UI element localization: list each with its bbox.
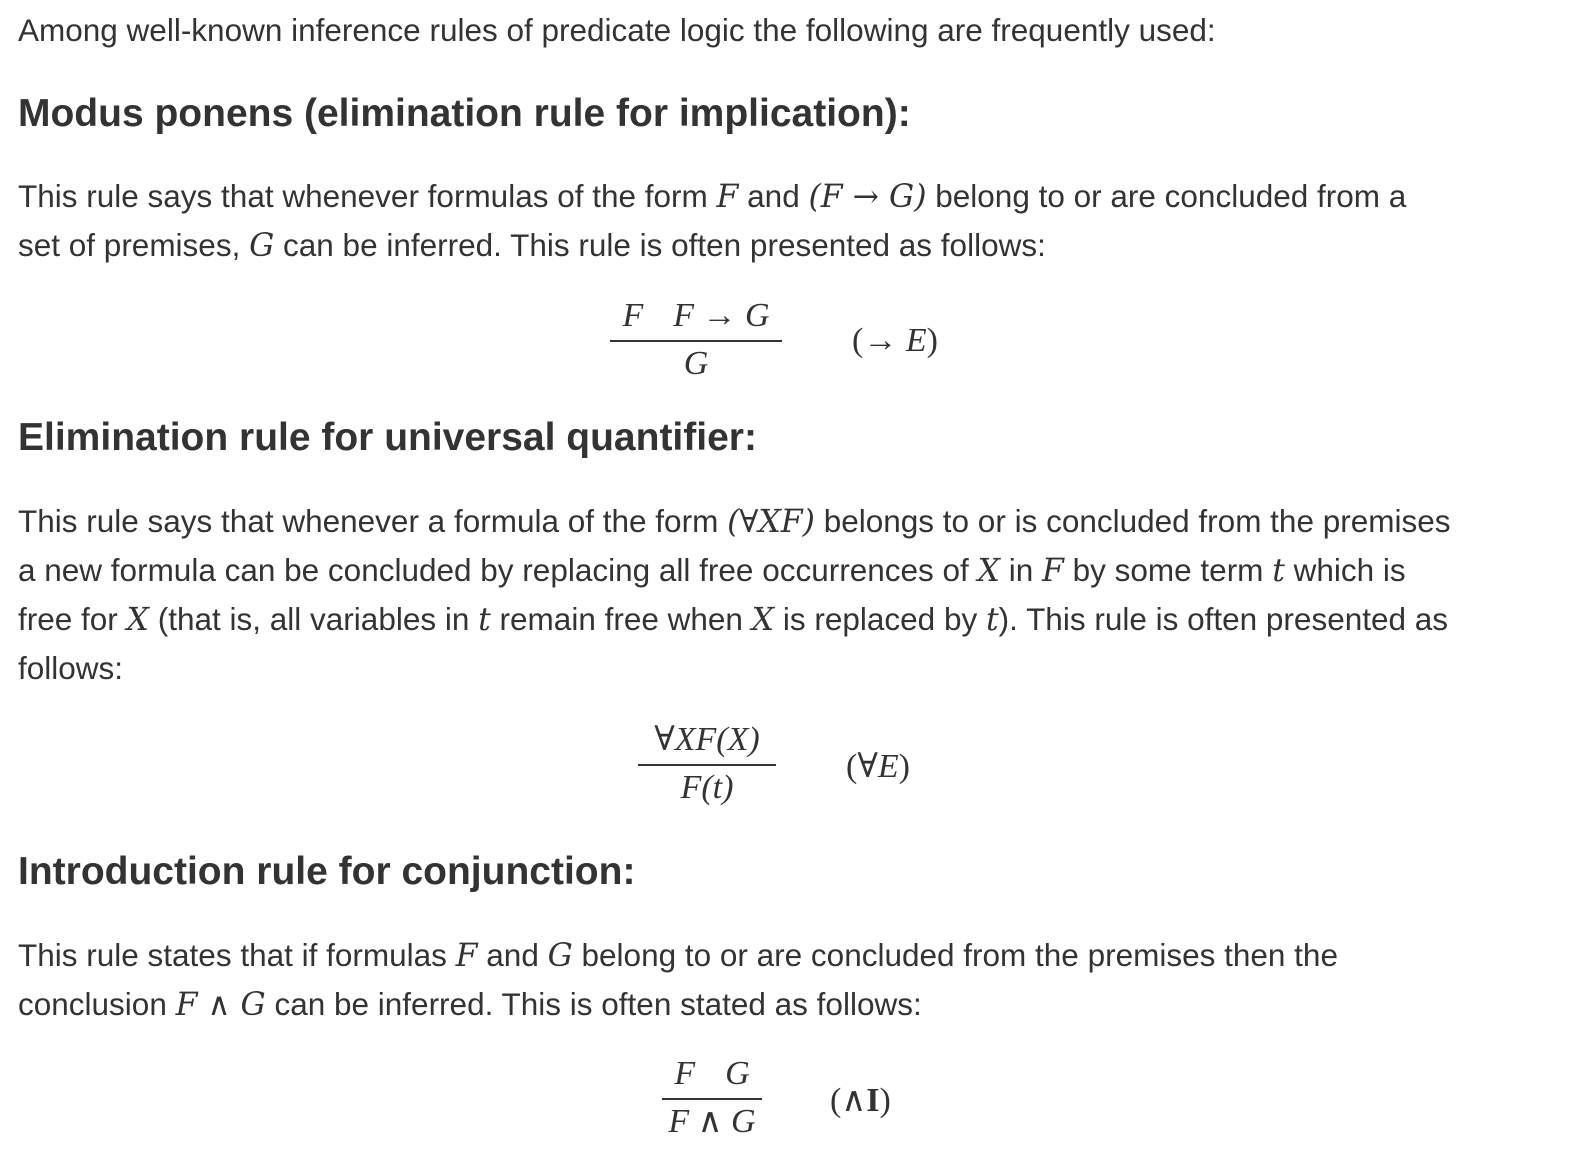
math-inline: (∀XF) (727, 504, 815, 540)
premise: G (725, 1055, 750, 1092)
heading-conjunction-introduction: Introduction rule for conjunction: (18, 850, 636, 893)
text-run: is replaced by (774, 601, 986, 637)
universal-elim-text-line-3 (18, 595, 1448, 645)
rule-label (852, 322, 938, 360)
inference-bar (662, 1098, 762, 1100)
math-inline: X (751, 602, 775, 638)
conjunction-text-line-2 (18, 980, 922, 1030)
rule-label (846, 746, 910, 786)
text-run: belong to or are concluded from a (926, 178, 1407, 214)
text-run: belong to or are concluded from the premises then the (572, 937, 1338, 973)
label-close: ) (898, 748, 910, 785)
premises (610, 296, 782, 336)
text-run: and (738, 178, 809, 214)
universal-elim-text-line-1 (18, 497, 1451, 547)
modus-ponens-text-line-1 (18, 172, 1406, 222)
premise: F → G (673, 297, 770, 334)
text-run: can be inferred. This rule is often presented as follows: (274, 227, 1046, 263)
text-run: free for (18, 601, 127, 637)
math-inline: t (478, 602, 491, 638)
premises (662, 1054, 762, 1094)
text-run: follows: (18, 650, 124, 686)
inference-bar (610, 340, 782, 342)
text-run: This rule says that whenever formulas of the form (18, 178, 717, 214)
math-inline: (F → G) (808, 179, 927, 215)
text-run: in (999, 552, 1043, 588)
inference-fraction (638, 720, 776, 808)
math-inline: F (1042, 553, 1064, 589)
intro-paragraph: Among well-known inference rules of predicate logic the following are frequently used: (18, 12, 1216, 48)
math-inline: X (977, 553, 1000, 589)
label-open: (∀ (846, 748, 878, 785)
math-inline: X (126, 602, 149, 638)
conjunction-text-line-1 (18, 931, 1338, 981)
text-run: conclusion (18, 986, 176, 1022)
universal-elim-text-line-4 (18, 644, 123, 693)
label-close: ) (879, 1082, 891, 1119)
rule-label (830, 1080, 891, 1120)
math-inline: G (249, 228, 275, 264)
premise: F (674, 1055, 696, 1092)
text-run: set of premises, (18, 227, 250, 263)
text-run: and (477, 937, 548, 973)
text-run: remain free when (490, 601, 752, 637)
label-letter: I (866, 1082, 880, 1119)
math-inline: F (455, 938, 478, 974)
label-open: (∧ (830, 1082, 867, 1119)
math-inline: F ∧ G (175, 987, 266, 1023)
inference-fraction (610, 296, 782, 384)
heading-modus-ponens: Modus ponens (elimination rule for implication): (18, 92, 911, 135)
text-run: a new formula can be concluded by replacing all free occurrences of (18, 552, 978, 588)
label-letter: E (877, 748, 899, 785)
inference-bar (638, 764, 776, 766)
universal-elim-text-line-2 (18, 546, 1406, 596)
modus-ponens-text-line-2 (18, 221, 1046, 271)
text-run: This rule says that whenever a formula of the form (18, 503, 728, 539)
text-run: can be inferred. This is often stated as follows: (265, 986, 922, 1022)
math-inline: t (1272, 553, 1285, 589)
math-inline: F (716, 179, 739, 215)
premise: ∀XF(X) (654, 721, 760, 758)
conclusion: F(t) (680, 769, 734, 806)
text-run: (that is, all variables in (148, 601, 479, 637)
heading-universal-elimination: Elimination rule for universal quantifier: (18, 416, 757, 459)
label-close: ) (926, 322, 938, 359)
conclusion: G (683, 345, 709, 382)
text-run: belongs to or is concluded from the premises (814, 503, 1451, 539)
math-inline: t (985, 602, 999, 638)
text-run: which is (1284, 552, 1406, 588)
label-letter: E (905, 322, 927, 359)
text-run: ). This rule is often presented as (998, 601, 1449, 637)
text-run: This rule states that if formulas (18, 937, 456, 973)
label-open: (→ (852, 322, 906, 359)
text-run: by some term (1063, 552, 1273, 588)
inference-fraction (662, 1054, 762, 1142)
conclusion: F ∧ G (668, 1103, 756, 1140)
math-inline: G (547, 938, 573, 974)
premise: F (622, 297, 644, 334)
